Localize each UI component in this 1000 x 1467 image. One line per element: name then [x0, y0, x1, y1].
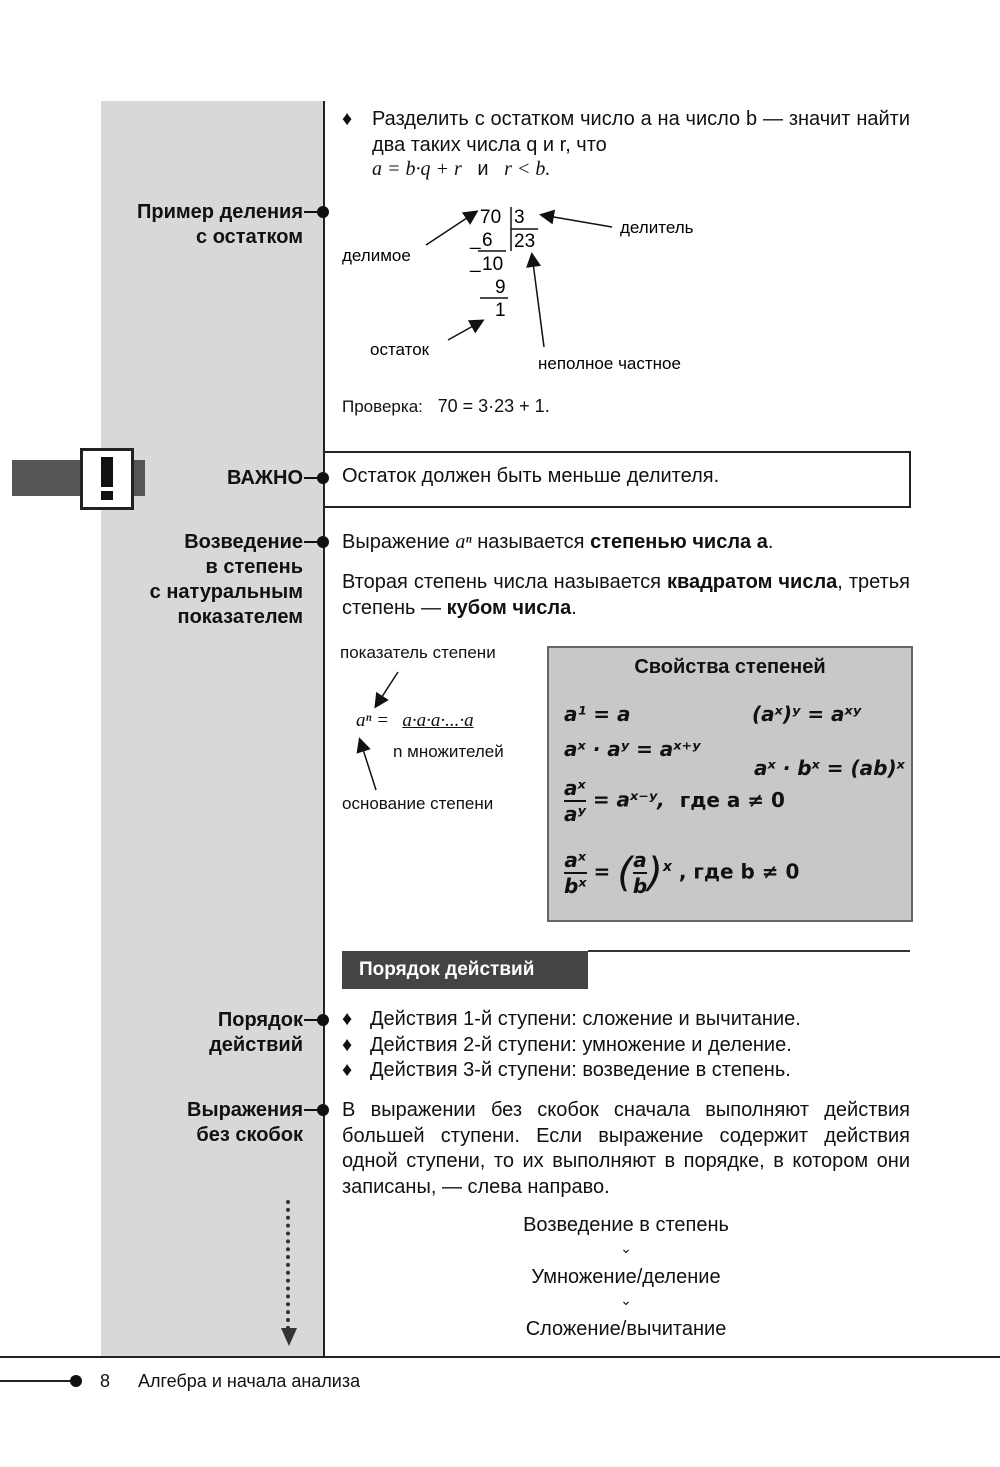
prop-product: aˣ · aʸ = aˣ⁺ʸ — [564, 737, 701, 761]
svg-text:_: _ — [470, 252, 481, 273]
base-label: основание степени — [342, 794, 494, 813]
book-title: Алгебра и начала анализа — [138, 1371, 361, 1391]
arrow-quotient — [532, 255, 544, 347]
order-item: ♦ Действия 1-й ступени: сложение и вычитание. — [342, 1007, 801, 1033]
division-dividend: 70 — [480, 207, 502, 228]
prop-quotient: $\frac{\text{aˣ}}{\text{aʸ}}$ = aˣ⁻ʸ, где a ≠ 0 — [564, 776, 785, 826]
division-sub2: 9 — [495, 277, 506, 298]
diamond-bullet-icon: ♦ — [342, 108, 353, 130]
footer-dot — [70, 1375, 82, 1387]
order-item: ♦ Действия 3-й ступени: возведение в степень. — [342, 1058, 791, 1084]
prop-product-power: aˣ · bˣ = (ab)ˣ — [754, 756, 905, 780]
margin-divider — [323, 101, 325, 1357]
label-dot — [317, 1104, 329, 1116]
section-rule — [588, 950, 910, 952]
footer-rule — [0, 1356, 1000, 1358]
division-rem1: 10 — [482, 254, 504, 275]
label-dot — [317, 472, 329, 484]
chevron-down-icon: ⌄ — [620, 1292, 632, 1308]
power-expr: aⁿ = a·a·a·...·a — [356, 710, 474, 731]
power-square-cube: Вторая степень числа называется квадратом числа, третья степень — кубом числа. — [342, 571, 910, 619]
label-important: ВАЖНО — [227, 467, 303, 489]
division-quotient: 23 — [514, 231, 536, 252]
diamond-bullet-icon: ♦ — [342, 1008, 353, 1030]
no-brackets-text: В выражении без скобок сначала выполняют действия большей ступени. Если выражение содержит действия одной ступени, то их выполняют в порядке, в котором они записаны, — слева направо. — [342, 1099, 910, 1198]
arrow-remainder — [448, 321, 482, 340]
svg-text:_: _ — [470, 229, 481, 250]
intro-formula-line: a = b·q + r и r < b. — [372, 158, 551, 180]
label-dot — [317, 536, 329, 548]
label-dot — [317, 206, 329, 218]
division-remainder: 1 — [495, 300, 506, 321]
division-sub1: 6 — [482, 230, 493, 251]
label-no-brackets: Выражения без скобок — [187, 1099, 303, 1146]
exclamation-icon — [80, 448, 134, 510]
arrow-down-icon — [281, 1328, 297, 1346]
label-dividend: делимое — [342, 246, 411, 265]
order-item: ♦ Действия 2-й ступени: умножение и деление. — [342, 1033, 792, 1059]
factors-label: n множителей — [393, 742, 504, 761]
check-line: Проверка: 70 = 3·23 + 1. — [342, 396, 550, 416]
label-order: Порядок действий — [209, 1009, 303, 1056]
prop-power-of-power: (aˣ)ʸ = aˣʸ — [752, 702, 862, 726]
division-divisor: 3 — [514, 207, 525, 228]
footer-line — [0, 1380, 76, 1382]
properties-title: Свойства степеней — [634, 656, 826, 678]
label-remainder: остаток — [370, 340, 430, 359]
label-divisor: делитель — [620, 218, 694, 237]
diamond-bullet-icon: ♦ — [342, 1034, 353, 1056]
label-dot — [317, 1014, 329, 1026]
arrow-divisor — [542, 215, 612, 227]
flow-step-power: Возведение в степень — [523, 1214, 729, 1236]
arrow-dividend — [426, 212, 476, 245]
diamond-bullet-icon: ♦ — [342, 1059, 353, 1081]
exponent-label: показатель степени — [340, 643, 496, 662]
power-definition: Выражение aⁿ называется степенью числа a. — [342, 531, 774, 553]
label-division-example: Пример деления с остатком — [136, 201, 303, 248]
important-text: Остаток должен быть меньше делителя. — [342, 465, 720, 487]
chevron-down-icon: ⌄ — [620, 1240, 632, 1256]
flow-step-multiply: Умножение/деление — [531, 1266, 721, 1288]
flow-step-add: Сложение/вычитание — [525, 1318, 727, 1340]
dotted-arrow-icon — [286, 1200, 296, 1330]
prop-a1: a¹ = a — [564, 702, 631, 726]
label-power: Возведение в степень с натуральным показателем — [149, 531, 303, 628]
intro-text: Разделить с остатком число a на число b — значит найти два таких числа q и r, что — [372, 108, 910, 156]
label-quotient: неполное частное — [538, 354, 681, 373]
left-margin-panel — [101, 101, 323, 1357]
power-arrows — [340, 660, 540, 800]
section-title-order: Порядок действий — [342, 951, 588, 989]
prop-fraction-power: $\frac{\text{aˣ}}{\text{bˣ}}$ = ( $\frac{a}{b}$ )$^x$ , где b ≠ 0 — [564, 848, 800, 898]
page-number: 8 — [100, 1371, 111, 1391]
